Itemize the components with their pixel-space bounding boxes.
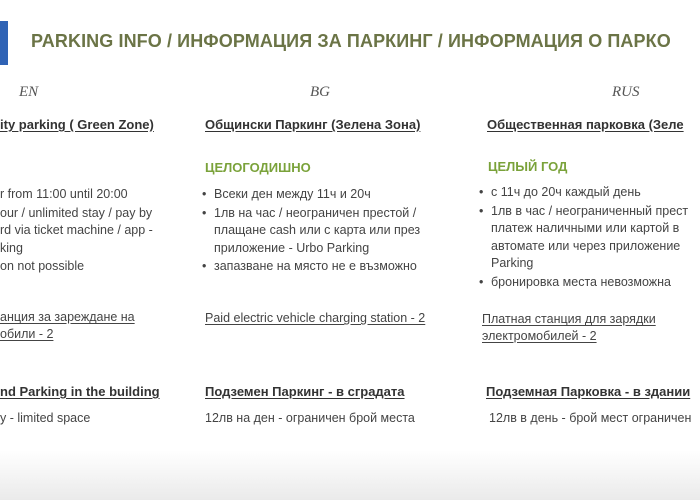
en-underground-text: y - limited space — [0, 411, 91, 425]
en-ev-charging-link[interactable]: анция за зареждане на обили - 2 — [0, 310, 135, 341]
rus-underground-heading: Подземная Парковка - в здании — [486, 384, 691, 399]
bg-bullet: • запазване на място не е възможно — [202, 259, 417, 273]
bg-ev-charging-link[interactable]: Paid electric vehicle charging station - 2 — [205, 311, 426, 325]
en-bullet: r from 11:00 until 20:00 — [0, 187, 128, 201]
bg-underground-heading: Подземен Паркинг - в сградата — [205, 384, 405, 399]
en-bullet: on not possible — [0, 259, 85, 273]
bg-underground-text: 12лв на ден - ограничен брой места — [205, 411, 415, 425]
column-bg — [202, 0, 475, 500]
rus-bullet: • 1лв в час / неограниченный прест платеж наличными или картой в автомате или через приложение Parking — [479, 203, 689, 270]
bg-bullets — [202, 186, 420, 277]
page-title: PARKING INFO / ИНФОРМАЦИЯ ЗА ПАРКИНГ / ИНФОРМАЦИЯ О ПАРКО — [31, 31, 671, 51]
bottom-shadow — [0, 450, 700, 500]
en-heading: ity parking ( Green Zone) — [0, 117, 154, 132]
bg-bullet: • Всеки ден между 11ч и 20ч — [202, 187, 371, 201]
rus-underground-text: 12лв в день - брой мест ограничен — [489, 411, 692, 425]
bg-season: ЦЕЛОГОДИШНО — [205, 160, 311, 175]
rus-season: ЦЕЛЫЙ ГОД — [488, 159, 568, 174]
en-underground-heading: nd Parking in the building — [0, 384, 160, 399]
en-bullet: our / unlimited stay / pay by rd via ticket machine / app - king — [0, 205, 153, 255]
rus-bullet: • бронировка места невозможна — [479, 274, 671, 289]
rus-ev-charging-link[interactable]: Платная станция для зарядки электромобилей - 2 — [482, 312, 656, 343]
language-label-en: EN — [19, 84, 39, 100]
column-en — [0, 0, 180, 500]
en-bullets — [0, 186, 153, 277]
language-label-bg: BG — [310, 84, 330, 100]
rus-bullets — [479, 184, 688, 292]
bg-heading: Общински Паркинг (Зелена Зона) — [205, 117, 421, 132]
bg-bullet: • 1лв на час / неограничен престой / плащане cash или с карта или през приложение - Urbo Parking — [202, 205, 421, 255]
rus-bullet: • с 11ч до 20ч каждый день — [479, 185, 641, 199]
language-label-rus: RUS — [612, 84, 640, 100]
column-rus — [481, 0, 700, 500]
rus-heading: Общественная парковка (Зеле — [487, 117, 684, 132]
